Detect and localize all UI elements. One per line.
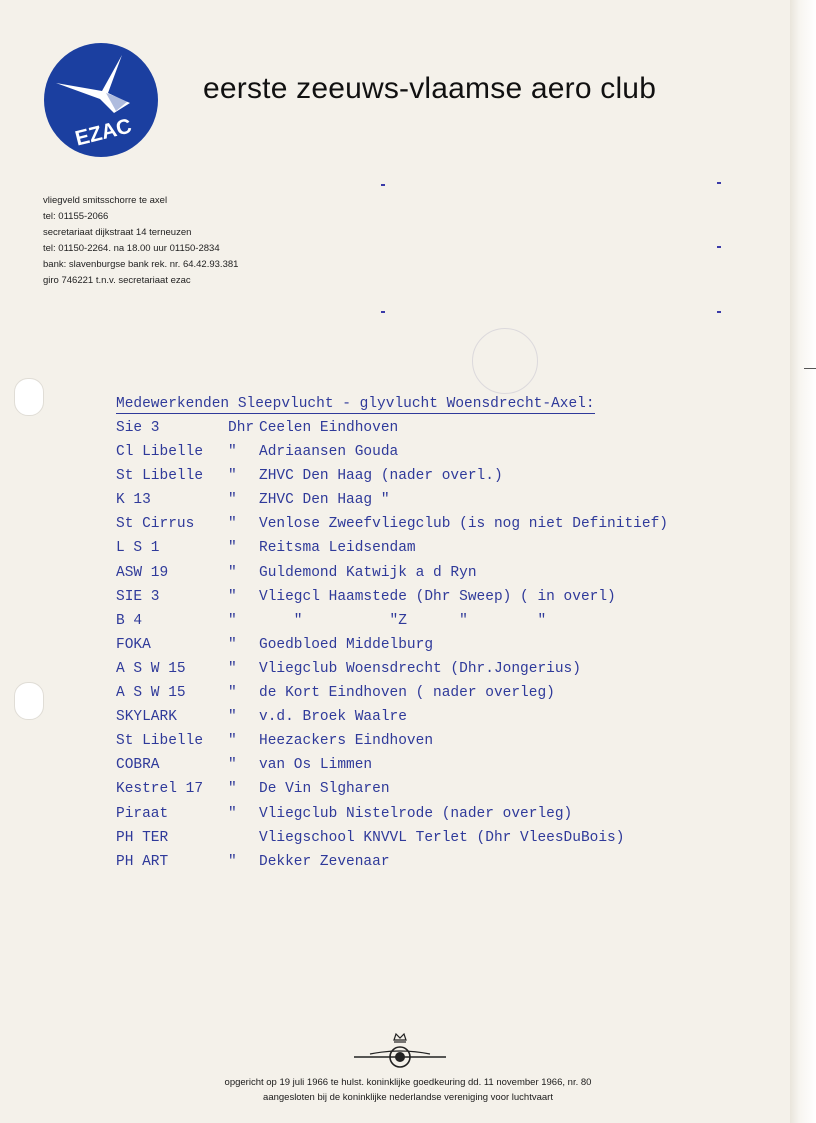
list-row: A S W 15 " Vliegclub Woensdrecht (Dhr.Jongerius): [116, 660, 581, 677]
address-line: secretariaat dijkstraat 14 terneuzen: [43, 227, 192, 238]
punch-hole: [14, 682, 44, 720]
list-row: St Libelle " Heezackers Eindhoven: [116, 733, 434, 750]
margin-dot: [717, 182, 721, 184]
list-row: K 13 " ZHVC Den Haag ": [116, 492, 390, 509]
list-row: Sie 3 Dhr Ceelen Eindhoven: [116, 420, 399, 436]
list-row: SKYLARK " v.d. Broek Waalre: [116, 709, 407, 726]
page-edge: [790, 0, 816, 1123]
list-row: B 4 " " "Z " ": [116, 612, 547, 629]
punch-hole: [14, 378, 44, 416]
logo-text: EZAC: [72, 114, 134, 151]
margin-dot: [717, 246, 721, 248]
knvvl-emblem: [352, 1030, 448, 1074]
faint-stamp: [472, 328, 538, 394]
fold-mark: [804, 368, 816, 369]
address-line: giro 746221 t.n.v. secretariaat ezac: [43, 275, 191, 286]
list-row: FOKA " Goedbloed Middelburg: [116, 636, 434, 653]
list-row: PH ART " Dekker Zevenaar: [116, 853, 390, 870]
typed-list: [116, 392, 776, 874]
ezac-logo: [42, 41, 160, 159]
list-row: A S W 15 " de Kort Eindhoven ( nader overleg): [116, 685, 555, 702]
address-line: bank: slavenburgse bank rek. nr. 64.42.93.381: [43, 259, 239, 270]
list-row: Piraat " Vliegclub Nistelrode (nader overleg): [116, 805, 573, 822]
list-row: COBRA " van Os Limmen: [116, 757, 373, 774]
margin-dot: [381, 184, 385, 186]
address-line: vliegveld smitsschorre te axel: [43, 195, 168, 206]
list-row: ASW 19 " Guldemond Katwijk a d Ryn: [116, 564, 477, 581]
list-row: Cl Libelle " Adriaansen Gouda: [116, 444, 399, 461]
margin-dot: [381, 311, 385, 313]
footer-founding-line: opgericht op 19 juli 1966 te hulst. koninklijke goedkeuring dd. 11 november 1966, nr. 80: [224, 1077, 592, 1088]
address-block: [43, 193, 303, 289]
list-row: St Libelle " ZHVC Den Haag (nader overl.): [116, 468, 503, 485]
address-line: tel: 01155-2066: [43, 211, 109, 222]
list-row: SIE 3 " Vliegcl Haamstede (Dhr Sweep) ( in overl): [116, 588, 616, 605]
list-row: St Cirrus " Venlose Zweefvliegclub (is nog niet Definitief): [116, 516, 668, 533]
address-line: tel: 01150-2264. na 18.00 uur 01150-2834: [43, 243, 220, 254]
list-row: L S 1 " Reitsma Leidsendam: [116, 540, 416, 557]
club-name: eerste zeeuws-vlaamse aero club: [203, 72, 657, 105]
margin-dot: [717, 311, 721, 313]
list-heading: Medewerkenden Sleepvlucht - glyvlucht Woensdrecht-Axel:: [116, 396, 595, 412]
list-row: Kestrel 17 " De Vin Slgharen: [116, 781, 390, 798]
footer-affiliation-line: aangesloten bij de koninklijke nederlandse vereniging voor luchtvaart: [263, 1092, 553, 1103]
list-row: PH TER Vliegschool KNVVL Terlet (Dhr VleesDuBois): [116, 829, 625, 846]
